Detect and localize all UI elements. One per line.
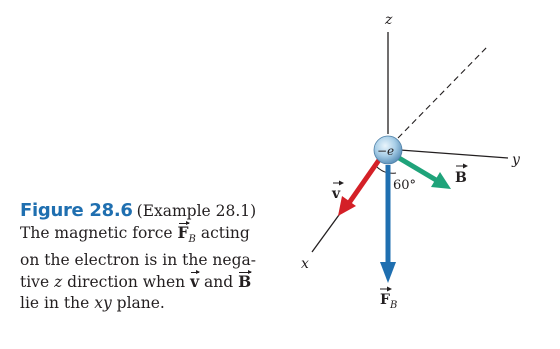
z-word: z [54,273,63,292]
field-symbol: B [238,272,252,292]
caption-text-4: tive [20,273,50,292]
caption-text-5: direction when [67,273,186,292]
caption-line-2 [20,250,280,271]
force-label-subscript: B [390,300,398,311]
force-label-group [380,287,397,312]
caption-text-3: on the electron is in the nega- [20,251,256,270]
figure-caption [20,200,280,314]
z-axis-label: z [385,12,393,28]
figure-number: Figure 28.6 [20,200,133,221]
caption-line-1 [20,222,280,250]
force-symbol-subscript: B [188,234,196,246]
dashed-reference-line [398,46,488,138]
field-label-group [455,164,468,187]
velocity-label: v [332,186,341,202]
caption-heading-line [20,200,280,222]
force-arrowhead [380,262,396,283]
x-axis-label: x [301,256,309,272]
caption-text-7: lie in the [20,294,90,313]
charge-label: −e [377,144,395,158]
xy-word: xy [94,294,112,313]
caption-text-2: acting [200,224,250,242]
figure-reference: (Example 28.1) [136,202,257,220]
caption-line-3 [20,271,280,293]
velocity-vector [349,160,379,203]
caption-text-1: The magnetic force [20,224,173,242]
caption-text-8: plane. [116,294,165,313]
force-label: F [380,292,390,308]
force-symbol: F [177,223,189,242]
field-vector [399,158,436,180]
field-label: B [455,170,467,186]
y-axis [400,150,508,158]
y-axis-label: y [512,152,520,168]
angle-label: 60° [393,178,417,193]
velocity-symbol: v [190,272,200,292]
caption-line-4 [20,293,280,314]
caption-text-6: and [204,273,234,292]
